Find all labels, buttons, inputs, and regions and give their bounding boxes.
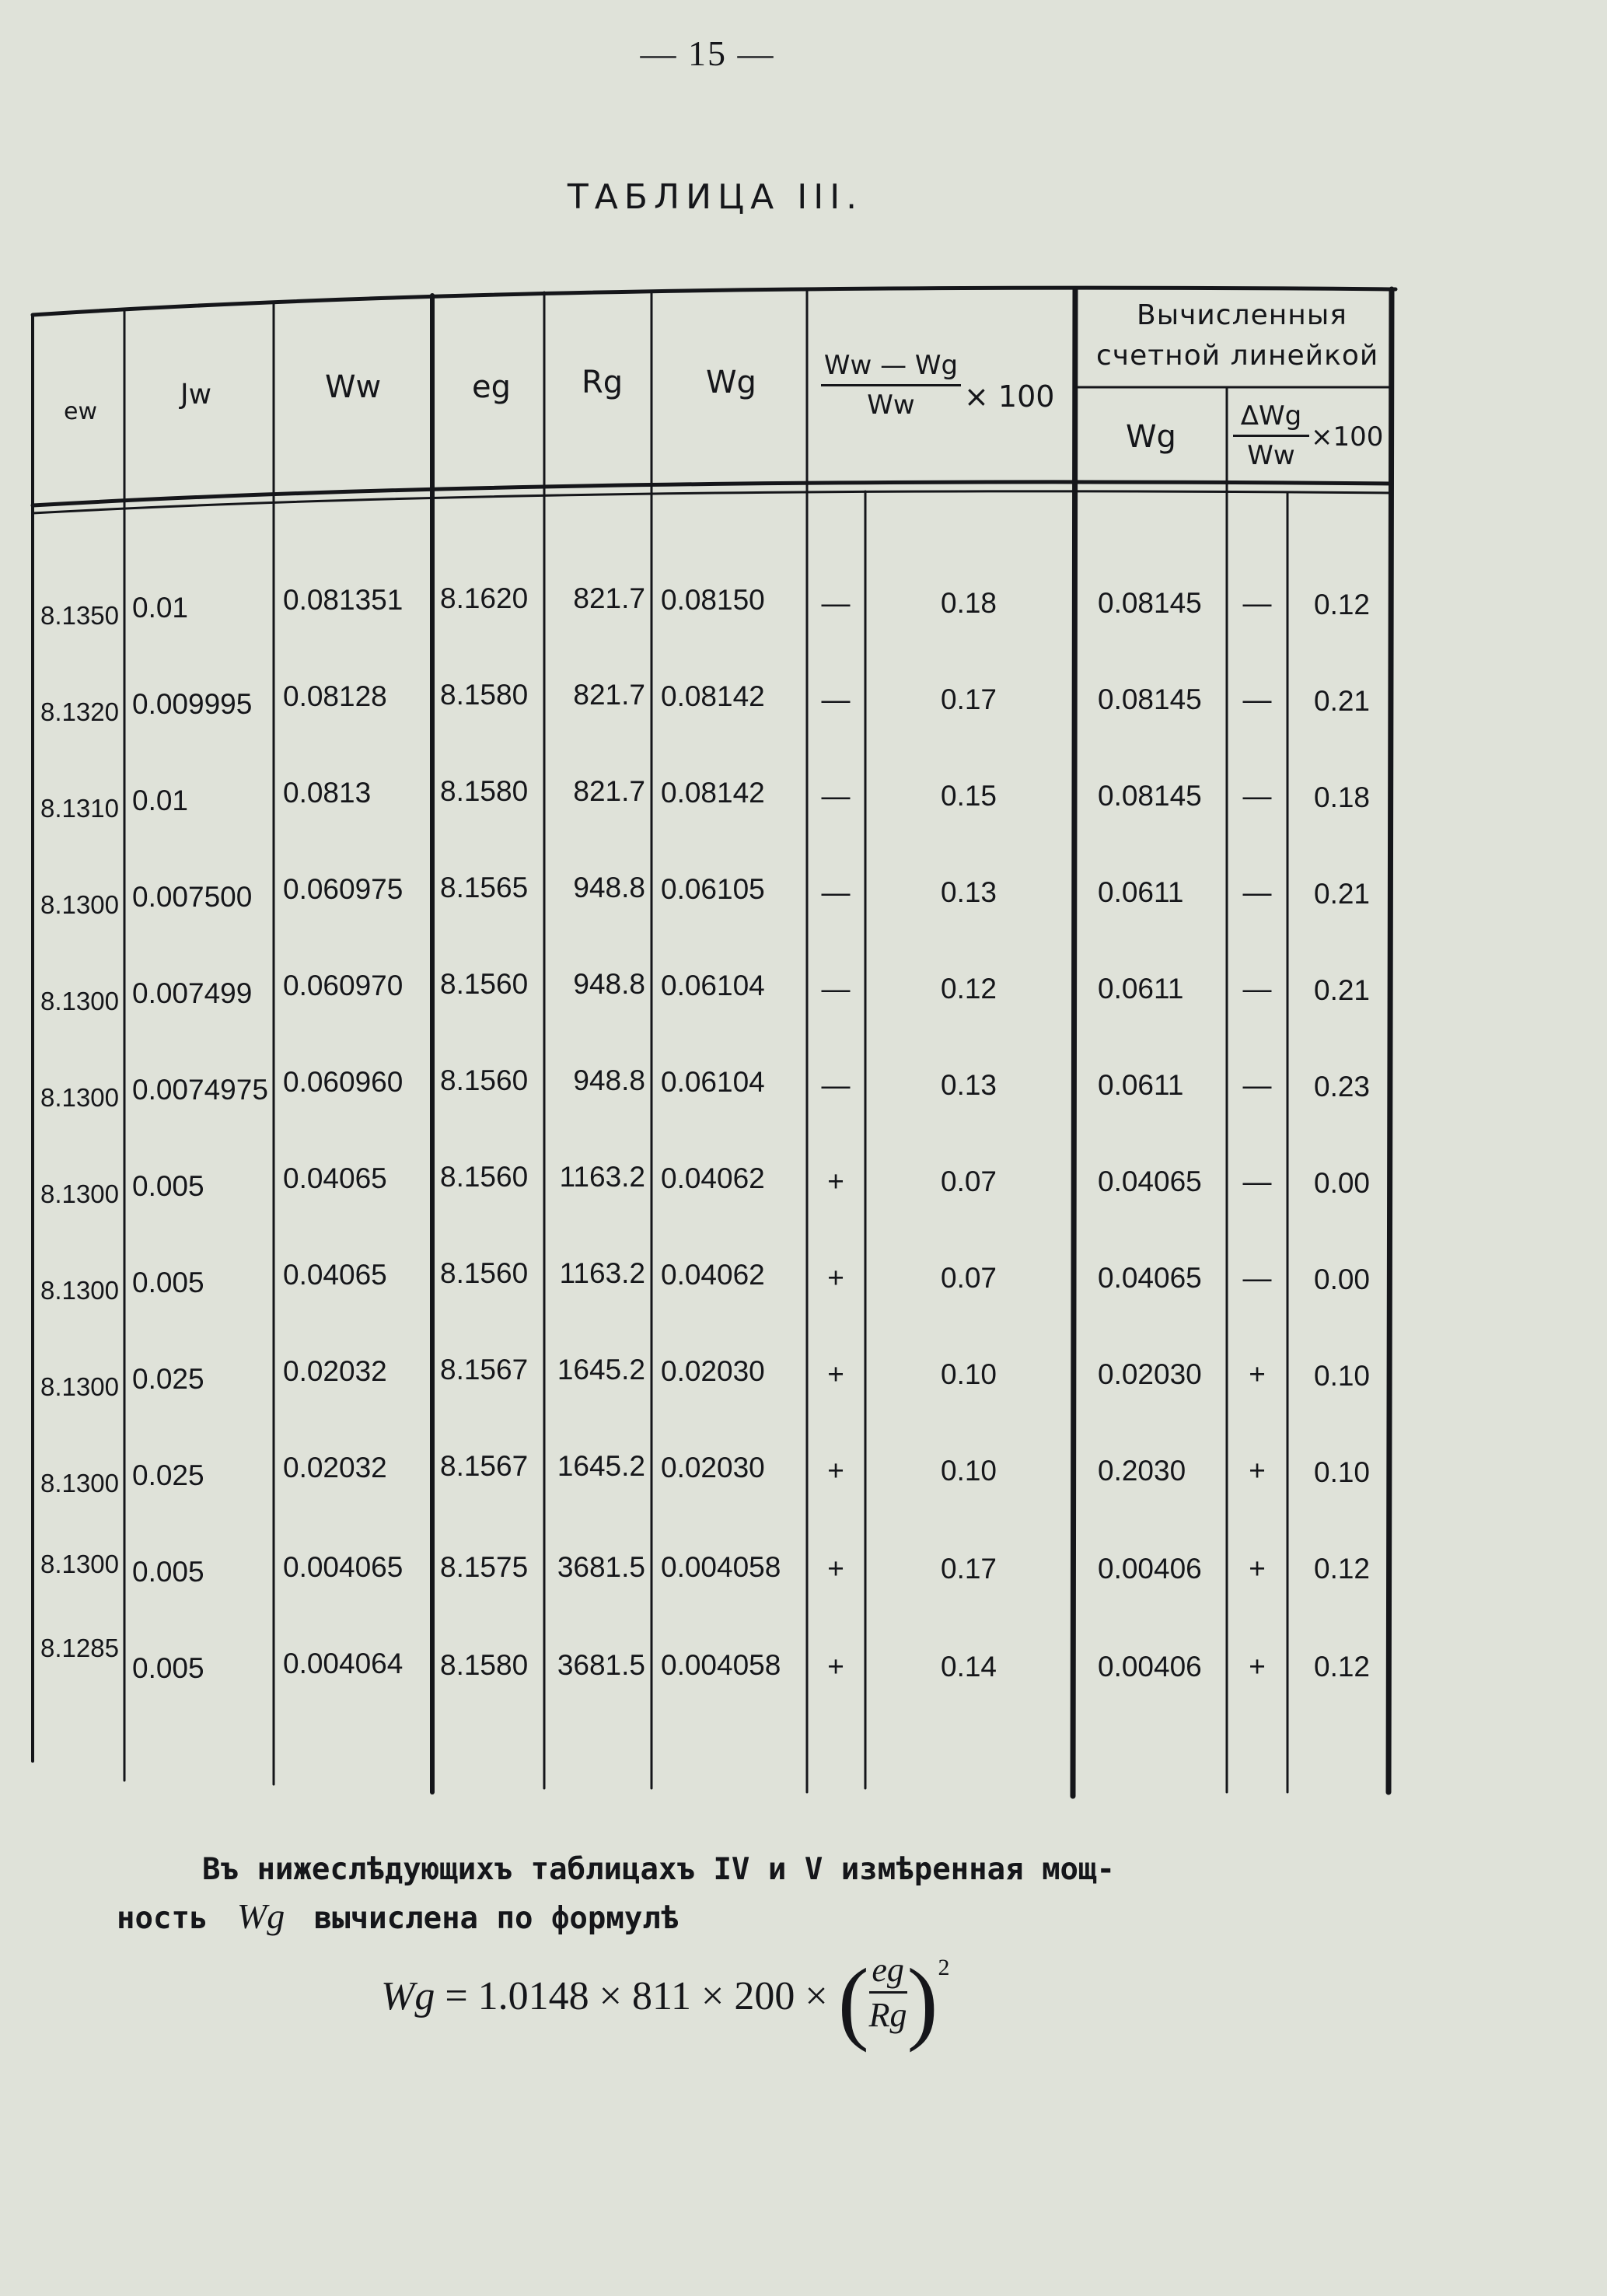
cell-eg: 8.1580 xyxy=(440,775,529,807)
cell-rg: 1645.2 xyxy=(557,1354,645,1386)
body-paragraph xyxy=(117,1847,1314,1942)
cell-wg: 0.004058 xyxy=(661,1551,781,1583)
cell-sign: + xyxy=(827,1262,844,1294)
cell-calc-sign: — xyxy=(1242,876,1272,908)
page-number: — 15 — xyxy=(640,33,775,73)
cell-rg: 3681.5 xyxy=(557,1551,645,1583)
cell-calc-sign: — xyxy=(1242,683,1272,715)
cell-ww: 0.04065 xyxy=(283,1162,387,1194)
cell-rg: 948.8 xyxy=(573,968,645,1000)
cell-ew: 8.1300 xyxy=(40,1276,119,1305)
cell-ew: 8.1300 xyxy=(40,1372,119,1401)
cell-wg: 0.06104 xyxy=(661,970,765,1001)
header-delta-times100: ×100 xyxy=(1311,421,1384,453)
table-row xyxy=(0,1634,1399,1684)
cell-calc-diff: 0.21 xyxy=(1314,685,1371,717)
cell-jw: 0.007500 xyxy=(132,881,253,913)
formula-constants: = 1.0148 × 811 × 200 × xyxy=(445,1974,828,2018)
header-rg: Rg xyxy=(582,365,624,400)
cell-rg: 1163.2 xyxy=(559,1257,645,1289)
cell-eg: 8.1567 xyxy=(440,1354,529,1386)
cell-ew: 8.1300 xyxy=(40,987,119,1015)
cell-sign: — xyxy=(821,1069,851,1101)
cell-ww: 0.02032 xyxy=(283,1355,387,1387)
cell-jw: 0.025 xyxy=(132,1363,204,1395)
cell-calc-diff: 0.12 xyxy=(1314,1553,1371,1585)
cell-rg: 3681.5 xyxy=(557,1649,645,1681)
cell-wg: 0.004058 xyxy=(661,1649,781,1681)
table-row xyxy=(0,1064,1399,1112)
cell-calc-sign: — xyxy=(1242,1069,1272,1101)
formula-lhs: Wg xyxy=(381,1974,435,2018)
cell-rg: 1645.2 xyxy=(557,1450,645,1482)
cell-diff: 0.07 xyxy=(941,1165,997,1197)
table-row xyxy=(0,872,1399,919)
cell-calc-diff: 0.18 xyxy=(1314,781,1371,813)
cell-ww: 0.060970 xyxy=(283,970,403,1001)
formula-numerator: eg xyxy=(872,1951,904,1989)
header-ew: ew xyxy=(64,398,97,425)
fraction-bar xyxy=(821,384,961,386)
table-row xyxy=(0,1161,1399,1208)
cell-wg: 0.02030 xyxy=(661,1355,765,1387)
paragraph-variable: Wg xyxy=(236,1896,285,1936)
cell-calc-wg: 0.0611 xyxy=(1098,973,1184,1005)
cell-wg: 0.08142 xyxy=(661,680,765,712)
header-diff-times100: × 100 xyxy=(964,379,1055,414)
cell-jw: 0.009995 xyxy=(132,688,253,720)
cell-sign: + xyxy=(827,1165,844,1197)
cell-ww: 0.060960 xyxy=(283,1066,403,1098)
cell-calc-diff: 0.23 xyxy=(1314,1071,1371,1103)
power-formula xyxy=(381,1948,950,2072)
cell-jw: 0.025 xyxy=(132,1459,204,1491)
cell-calc-wg: 0.04065 xyxy=(1098,1165,1202,1197)
table-row xyxy=(0,582,1399,630)
cell-ww: 0.08128 xyxy=(283,680,387,712)
cell-ew: 8.1320 xyxy=(40,697,119,726)
cell-sign: — xyxy=(821,876,851,908)
cell-sign: + xyxy=(827,1455,844,1487)
cell-rg: 948.8 xyxy=(573,872,645,903)
cell-ww: 0.004064 xyxy=(283,1648,403,1679)
cell-ww: 0.004065 xyxy=(283,1551,403,1583)
cell-wg: 0.04062 xyxy=(661,1259,765,1291)
header-diff-numerator: Ww — Wg xyxy=(823,350,959,381)
cell-calc-diff: 0.12 xyxy=(1314,1651,1371,1683)
cell-calc-diff: 0.10 xyxy=(1314,1360,1371,1392)
cell-eg: 8.1560 xyxy=(440,1257,529,1289)
cell-diff: 0.13 xyxy=(941,876,997,908)
cell-eg: 8.1560 xyxy=(440,1064,529,1096)
cell-jw: 0.005 xyxy=(132,1652,204,1684)
cell-sign: — xyxy=(821,683,851,715)
cell-wg: 0.02030 xyxy=(661,1452,765,1483)
cell-calc-wg: 0.00406 xyxy=(1098,1651,1202,1683)
cell-wg: 0.04062 xyxy=(661,1162,765,1194)
cell-sign: + xyxy=(827,1553,844,1585)
cell-eg: 8.1567 xyxy=(440,1450,529,1482)
table-row xyxy=(0,1257,1399,1305)
cell-ww: 0.081351 xyxy=(283,584,403,616)
cell-calc-wg: 0.2030 xyxy=(1098,1455,1186,1487)
cell-calc-diff: 0.00 xyxy=(1314,1263,1371,1295)
cell-rg: 1163.2 xyxy=(559,1161,645,1193)
cell-diff: 0.15 xyxy=(941,780,997,812)
cell-calc-diff: 0.10 xyxy=(1314,1456,1371,1488)
cell-diff: 0.12 xyxy=(941,973,997,1005)
cell-wg: 0.06105 xyxy=(661,873,765,905)
paragraph-line-2 xyxy=(117,1893,1314,1942)
cell-rg: 821.7 xyxy=(573,679,645,711)
cell-calc-sign: + xyxy=(1249,1651,1266,1683)
formula-fraction xyxy=(869,1950,907,2035)
cell-ew: 8.1300 xyxy=(40,1469,119,1497)
cell-calc-sign: — xyxy=(1242,1165,1272,1197)
cell-ww: 0.02032 xyxy=(283,1452,387,1483)
cell-jw: 0.0074975 xyxy=(132,1074,268,1106)
cell-eg: 8.1580 xyxy=(440,679,529,711)
formula-exponent: 2 xyxy=(938,1955,950,1980)
cell-eg: 8.1560 xyxy=(440,968,529,1000)
cell-rg: 821.7 xyxy=(573,582,645,614)
cell-eg: 8.1620 xyxy=(440,582,529,614)
formula-denominator: Rg xyxy=(868,1996,907,2034)
cell-calc-sign: + xyxy=(1249,1455,1266,1487)
cell-sign: — xyxy=(821,587,851,619)
cell-jw: 0.007499 xyxy=(132,977,253,1009)
cell-calc-wg: 0.04065 xyxy=(1098,1262,1202,1294)
cell-diff: 0.10 xyxy=(941,1455,997,1487)
cell-calc-diff: 0.12 xyxy=(1314,589,1371,620)
header-jw: Jw xyxy=(180,379,212,411)
cell-ew: 8.1310 xyxy=(40,794,119,823)
fraction-bar xyxy=(1233,435,1309,437)
right-paren: ) xyxy=(907,1949,938,2053)
cell-calc-sign: — xyxy=(1242,1262,1272,1294)
cell-diff: 0.07 xyxy=(941,1262,997,1294)
cell-ew: 8.1350 xyxy=(40,601,119,630)
cell-sign: — xyxy=(821,780,851,812)
paragraph-line-2-prefix: ность xyxy=(117,1901,208,1936)
cell-diff: 0.17 xyxy=(941,683,997,715)
cell-calc-wg: 0.08145 xyxy=(1098,587,1202,619)
cell-calc-sign: + xyxy=(1249,1358,1266,1390)
table-row xyxy=(0,679,1399,726)
cell-ww: 0.0813 xyxy=(283,777,372,809)
header-diff-fraction xyxy=(821,350,961,421)
header-ww: Ww xyxy=(325,369,382,405)
cell-calc-sign: — xyxy=(1242,780,1272,812)
table-row xyxy=(0,968,1399,1015)
header-computed-line2: счетной линейкой xyxy=(1096,340,1379,372)
cell-ew: 8.1300 xyxy=(40,1083,119,1112)
cell-calc-wg: 0.08145 xyxy=(1098,683,1202,715)
table-row xyxy=(0,775,1399,823)
header-delta-denominator: Ww xyxy=(1247,440,1295,471)
fraction-bar xyxy=(869,1991,907,1994)
cell-calc-diff: 0.21 xyxy=(1314,974,1371,1006)
cell-eg: 8.1560 xyxy=(440,1161,529,1193)
header-delta-fraction xyxy=(1233,400,1309,471)
cell-ew: 8.1300 xyxy=(40,1550,119,1578)
cell-jw: 0.005 xyxy=(132,1556,204,1588)
cell-ew: 8.1300 xyxy=(40,890,119,919)
cell-calc-diff: 0.00 xyxy=(1314,1167,1371,1199)
table-row xyxy=(0,1552,1399,1586)
cell-ww: 0.04065 xyxy=(283,1259,387,1291)
cell-eg: 8.1565 xyxy=(440,872,529,903)
cell-calc-sign: — xyxy=(1242,587,1272,619)
cell-ew: 8.1285 xyxy=(40,1634,119,1662)
header-computed-line1: Вычисленныя xyxy=(1137,299,1347,331)
paragraph-line-2-suffix: вычислена по формулѣ xyxy=(313,1901,679,1936)
cell-diff: 0.17 xyxy=(941,1553,997,1585)
cell-wg: 0.08142 xyxy=(661,777,765,809)
table-row xyxy=(0,1354,1399,1401)
cell-calc-wg: 0.0611 xyxy=(1098,1069,1184,1101)
paragraph-line-1: Въ нижеслѣдующихъ таблицахъ IV и V измѣренная мощ- xyxy=(202,1852,1115,1887)
cell-sign: — xyxy=(821,973,851,1005)
cell-diff: 0.10 xyxy=(941,1358,997,1390)
cell-rg: 948.8 xyxy=(573,1064,645,1096)
cell-rg: 821.7 xyxy=(573,775,645,807)
header-diff-denominator: Ww xyxy=(867,390,915,421)
cell-calc-wg: 0.0611 xyxy=(1098,876,1184,908)
cell-ew: 8.1300 xyxy=(40,1179,119,1208)
cell-ww: 0.060975 xyxy=(283,873,403,905)
cell-wg: 0.06104 xyxy=(661,1066,765,1098)
cell-diff: 0.14 xyxy=(941,1651,997,1683)
table-row xyxy=(0,1450,1399,1497)
cell-jw: 0.005 xyxy=(132,1267,204,1298)
cell-sign: + xyxy=(827,1651,844,1683)
cell-eg: 8.1580 xyxy=(440,1649,529,1681)
cell-wg: 0.08150 xyxy=(661,584,765,616)
cell-calc-wg: 0.08145 xyxy=(1098,780,1202,812)
cell-jw: 0.01 xyxy=(132,785,189,816)
cell-sign: + xyxy=(827,1358,844,1390)
table-title: ТАБЛИЦА III. xyxy=(567,177,864,217)
header-delta-numerator: ΔWg xyxy=(1240,400,1302,432)
cell-calc-sign: — xyxy=(1242,973,1272,1005)
cell-calc-wg: 0.02030 xyxy=(1098,1358,1202,1390)
header-computed-wg: Wg xyxy=(1126,419,1176,455)
cell-jw: 0.01 xyxy=(132,592,189,624)
cell-calc-sign: + xyxy=(1249,1553,1266,1585)
cell-jw: 0.005 xyxy=(132,1170,204,1202)
cell-eg: 8.1575 xyxy=(440,1551,529,1583)
cell-diff: 0.18 xyxy=(941,587,997,619)
cell-calc-wg: 0.00406 xyxy=(1098,1553,1202,1585)
left-paren: ( xyxy=(837,1949,869,2053)
cell-diff: 0.13 xyxy=(941,1069,997,1101)
header-eg: eg xyxy=(472,369,511,405)
header-wg: Wg xyxy=(706,365,756,400)
cell-calc-diff: 0.21 xyxy=(1314,878,1371,910)
